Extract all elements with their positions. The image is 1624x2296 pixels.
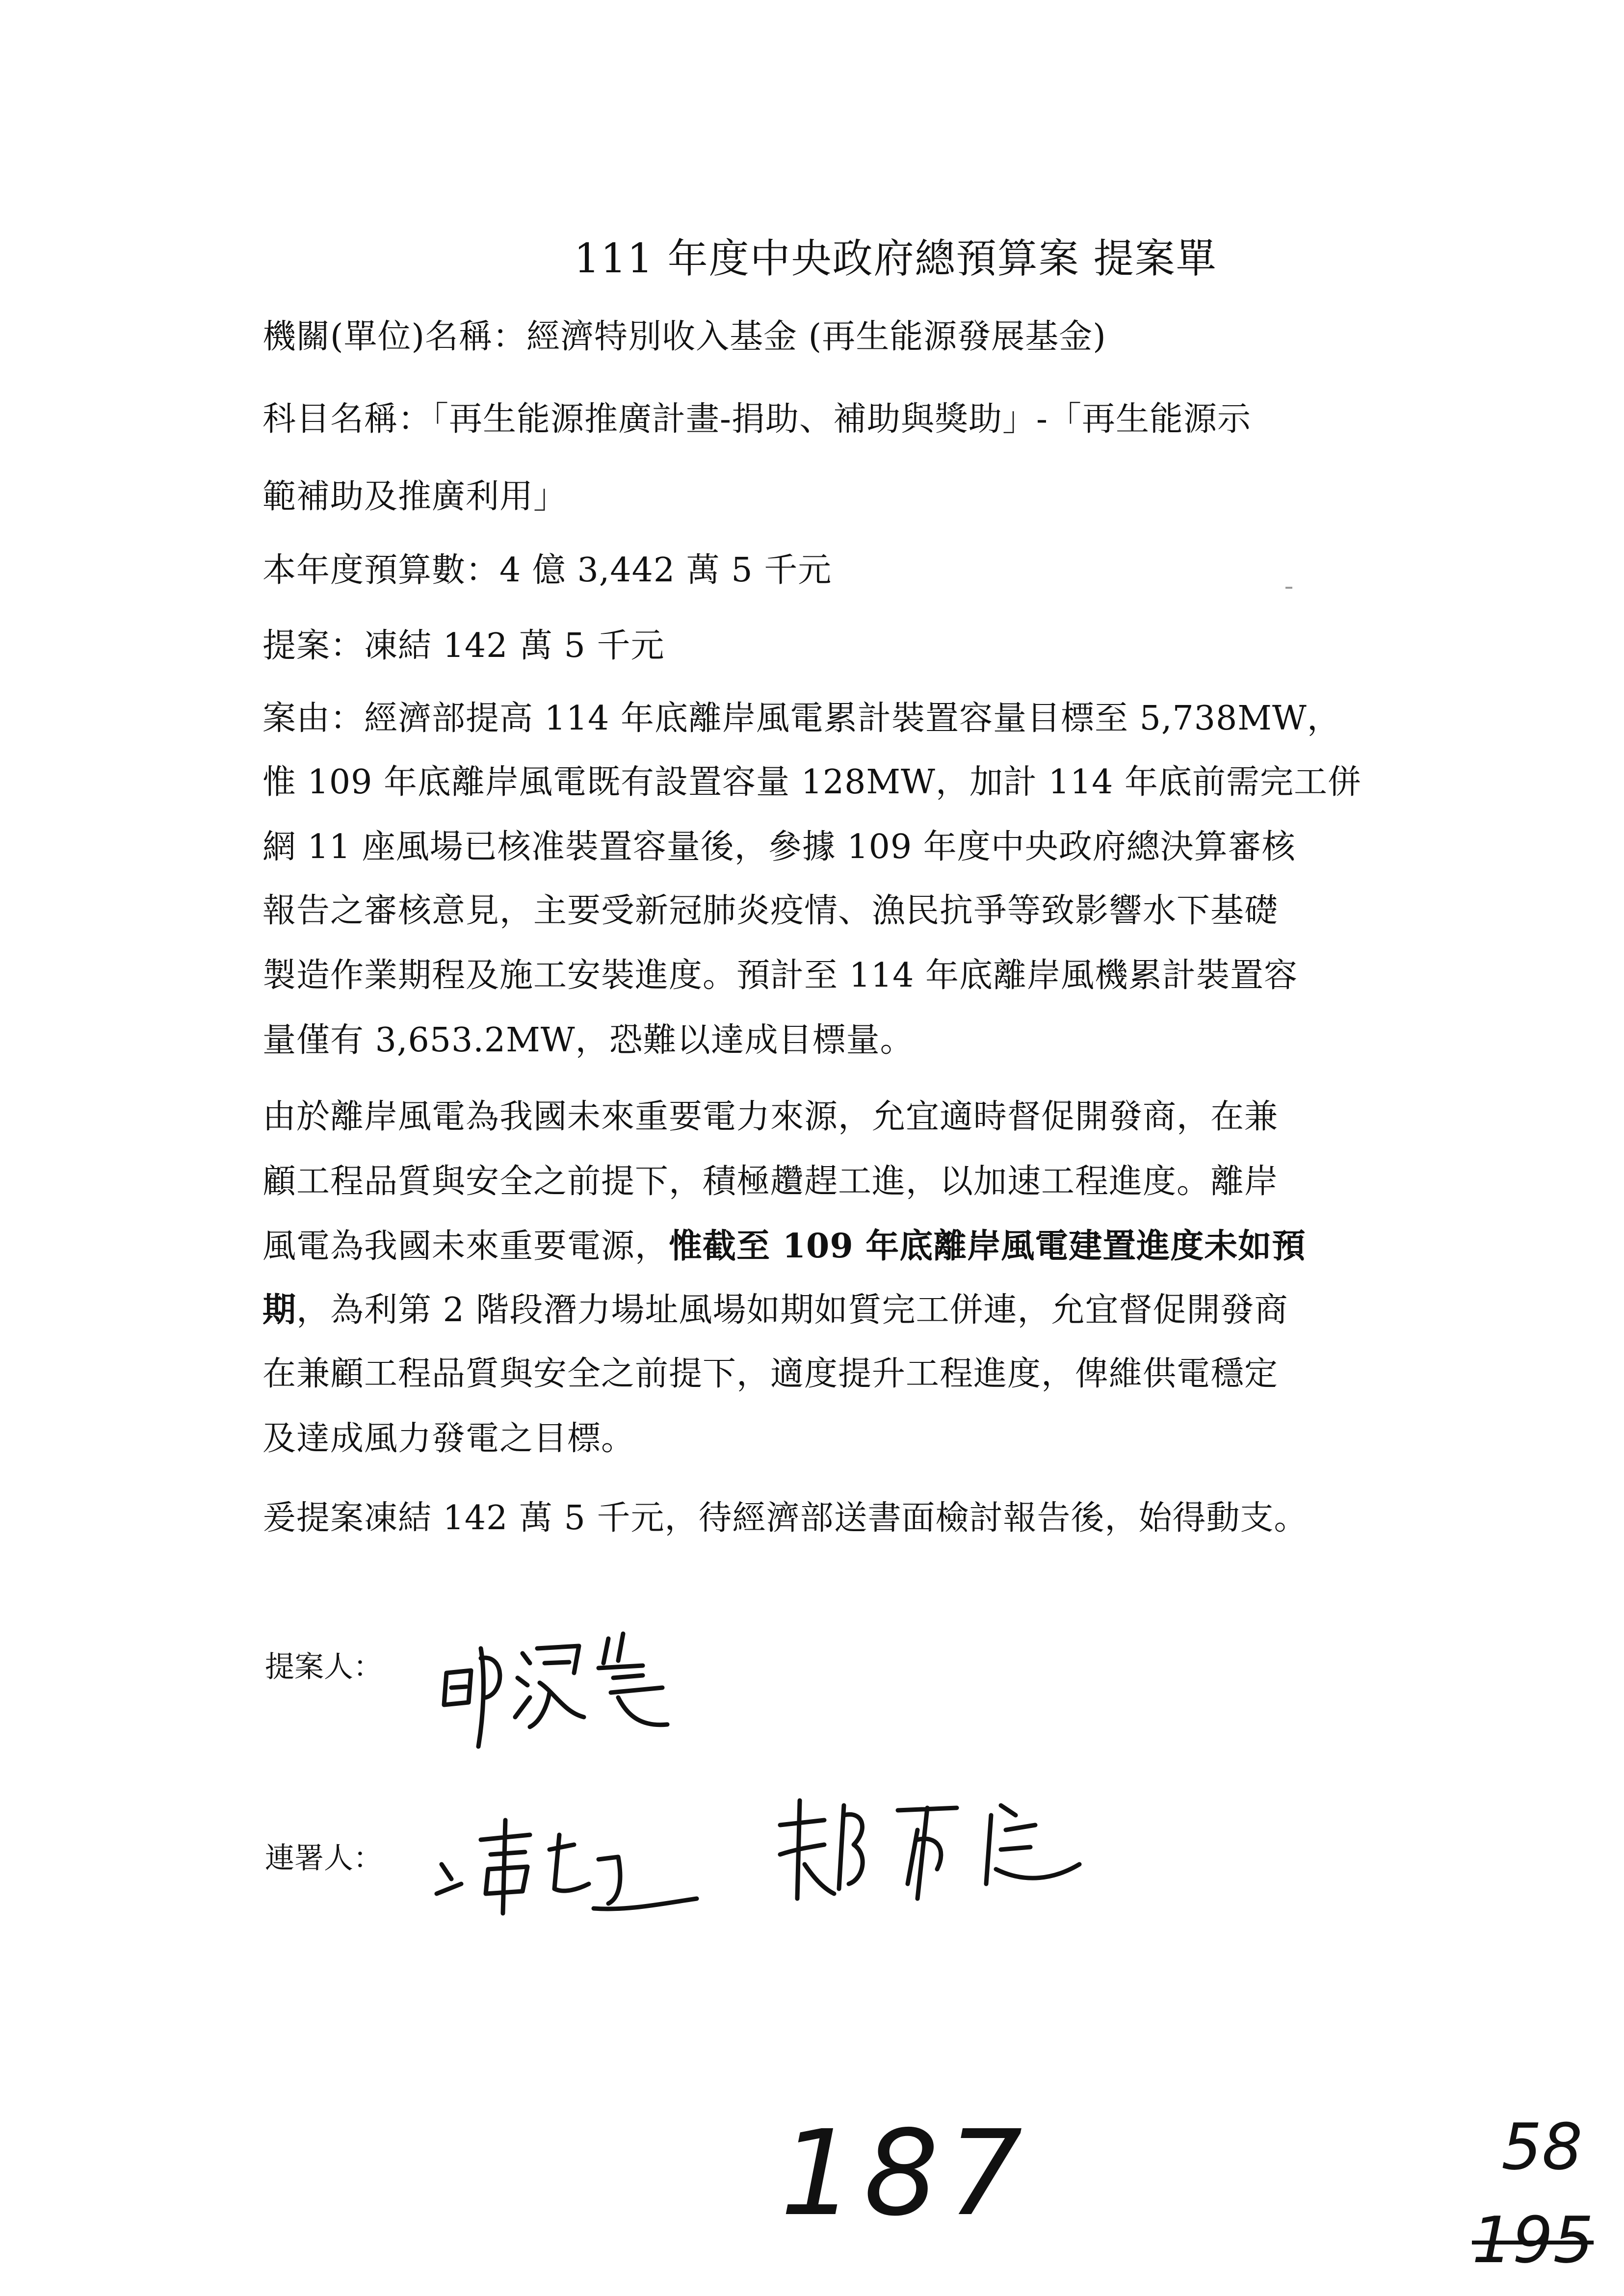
proposer-label: 提案人： — [265, 1650, 383, 1684]
handwritten-struck-number: 195 — [1472, 2203, 1594, 2277]
agency-line: 機關(單位)名稱：經濟特別收入基金 (再生能源發展基金) — [262, 317, 1106, 356]
para2-line: 由於離岸風電為我國未來重要電力來源，允宜適時督促開發商，在兼 — [262, 1097, 1279, 1136]
reason-line: 網 11 座風場已核准裝置容量後，參據 109 年度中央政府總決算審核 — [262, 828, 1296, 866]
cosigner-signature — [770, 1786, 1089, 1923]
para2-line: 顧工程品質與安全之前提下，積極趲趕工進，以加速工程進度。離岸 — [262, 1162, 1279, 1201]
budget-line: 本年度預算數：4 億 3,442 萬 5 千元 — [262, 551, 832, 590]
scan-speck — [1285, 587, 1292, 589]
para2-line: 及達成風力發電之目標。 — [262, 1419, 635, 1458]
para2-text: 風電為我國未來重要電源， — [262, 1227, 669, 1266]
proposer-signature — [432, 1619, 707, 1766]
subject-line-2: 範補助及推廣利用」 — [262, 477, 568, 516]
para2-line — [262, 1220, 1306, 1267]
cosigner-label: 連署人： — [265, 1841, 383, 1876]
subject-line-1: 科目名稱：「再生能源推廣計畫-捐助、補助與獎助」-「再生能源示 — [262, 400, 1251, 439]
handwritten-page-number: 187 — [780, 2105, 1032, 2242]
para2-line: 在兼顧工程品質與安全之前提下，適度提升工程進度，俾維供電穩定 — [262, 1355, 1279, 1393]
document-title: 111 年度中央政府總預算案 提案單 — [574, 235, 1217, 282]
para2-line — [262, 1283, 1288, 1331]
reason-line: 惟 109 年底離岸風電既有設置容量 128MW，加計 114 年底前需完工併 — [262, 763, 1362, 802]
para2-text: ，為利第 2 階段潛力場址風場如期如質完工併連，允宜督促開發商 — [296, 1291, 1288, 1330]
proposal-line: 提案：凍結 142 萬 5 千元 — [262, 626, 665, 665]
reason-line: 量僅有 3,653.2MW，恐難以達成目標量。 — [262, 1021, 914, 1060]
cosigner-signature — [432, 1805, 707, 1933]
conclusion-line: 爰提案凍結 142 萬 5 千元，待經濟部送書面檢討報告後，始得動支。 — [262, 1499, 1308, 1538]
reason-line: 案由：經濟部提高 114 年底離岸風電累計裝置容量目標至 5,738MW， — [262, 699, 1341, 738]
para2-bold-text: 期 — [262, 1290, 297, 1330]
handwritten-corner-number: 58 — [1501, 2110, 1583, 2184]
para2-bold-text: 惟截至 109 年底離岸風電建置進度未如預 — [669, 1226, 1306, 1266]
reason-line: 報告之審核意見，主要受新冠肺炎疫情、漁民抗爭等致影響水下基礎 — [262, 891, 1279, 930]
reason-line: 製造作業期程及施工安裝進度。預計至 114 年底離岸風機累計裝置容 — [262, 956, 1298, 995]
